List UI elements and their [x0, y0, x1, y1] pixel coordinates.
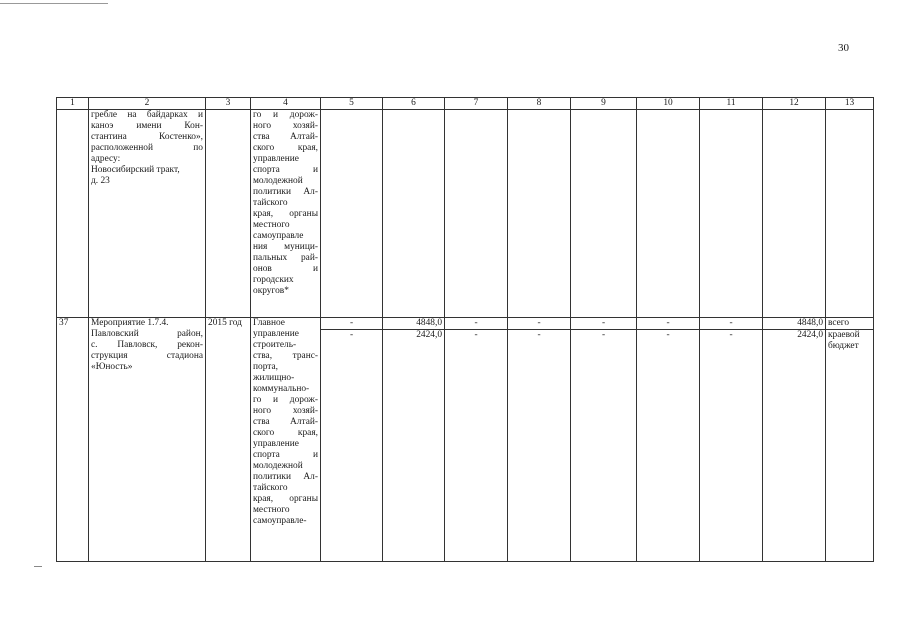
text-line: края, органы — [253, 494, 318, 504]
text-line: пальных рай- — [253, 253, 318, 263]
funding-source-regional: бюджет — [828, 341, 859, 351]
cell-year: 2015 год — [206, 318, 251, 562]
cell-empty — [383, 110, 445, 318]
text-line: с. Павловск, рекон- — [91, 340, 203, 350]
text-line: молодежной — [253, 461, 303, 471]
text-line: го и дорож- — [253, 110, 318, 120]
value-total: - — [601, 318, 606, 328]
text-line: управление — [253, 439, 299, 449]
table-header-row — [57, 98, 874, 110]
margin-mark — [34, 566, 42, 567]
budget-table — [56, 97, 874, 562]
col-header-9: 9 — [571, 98, 637, 110]
col-header-7: 7 — [445, 98, 508, 110]
text-line: ства Алтай- — [253, 132, 318, 142]
text-line: ного хозяй- — [253, 121, 318, 131]
text-line: ского края, — [253, 143, 318, 153]
value-total: - — [666, 318, 670, 328]
cell-col13 — [826, 318, 874, 562]
cell-empty — [826, 110, 874, 318]
text-line: Мероприятие 1.7.4. — [91, 318, 169, 328]
text-line: стантина Костенко», — [91, 132, 203, 142]
text-line: ства Алтай- — [253, 417, 318, 427]
text-line: адресу: — [91, 154, 121, 164]
value-total: 4848,0 — [416, 318, 442, 328]
cell-event-name — [89, 110, 206, 318]
text-line: спорта и — [253, 165, 318, 175]
cell-col9 — [571, 318, 637, 562]
text-line: политики Ал- — [253, 472, 318, 482]
cell-col8 — [508, 318, 571, 562]
cell-col7 — [445, 318, 508, 562]
value-total: - — [349, 318, 354, 328]
col-header-3: 3 — [206, 98, 251, 110]
text-line: «Юность» — [91, 362, 133, 372]
cell-num: 37 — [57, 318, 89, 562]
text-line: онов и — [253, 264, 318, 274]
text-line: ства, транс- — [253, 351, 318, 361]
text-line: ного хозяй- — [253, 406, 318, 416]
col-header-5: 5 — [321, 98, 383, 110]
text-line: края, органы — [253, 209, 318, 219]
value-total: 4848,0 — [797, 318, 823, 328]
text-line: тайского — [253, 483, 288, 493]
col-header-10: 10 — [637, 98, 700, 110]
text-line: управление — [253, 154, 299, 164]
text-line: строитель- — [253, 340, 297, 350]
text-line: молодежной — [253, 176, 303, 186]
cell-empty — [508, 110, 571, 318]
cell-executor — [251, 318, 321, 562]
cell-col10 — [637, 318, 700, 562]
cell-num — [57, 110, 89, 318]
text-line: округов* — [253, 286, 289, 296]
value-regional: - — [637, 329, 699, 341]
text-line: Павловский район, — [91, 329, 203, 339]
text-line: ния муници- — [253, 242, 318, 252]
scan-edge-mark — [0, 0, 108, 4]
col-header-8: 8 — [508, 98, 571, 110]
text-line: местного — [253, 505, 290, 515]
col-header-13: 13 — [826, 98, 874, 110]
value-regional: - — [508, 329, 570, 341]
text-line: порта, — [253, 362, 278, 372]
text-line: расположенной по — [91, 143, 203, 153]
col-header-4: 4 — [251, 98, 321, 110]
table-row-37 — [57, 318, 874, 562]
col-header-11: 11 — [700, 98, 763, 110]
text-line: каноэ имени Кон- — [91, 121, 203, 131]
table-row-continued — [57, 110, 874, 318]
cell-empty — [571, 110, 637, 318]
cell-empty — [445, 110, 508, 318]
text-line: струкция стадиона — [91, 351, 203, 361]
funding-source-total: всего — [828, 318, 850, 328]
value-regional: - — [321, 329, 382, 341]
text-line: самоуправле- — [253, 516, 307, 526]
col-header-6: 6 — [383, 98, 445, 110]
col-header-12: 12 — [763, 98, 826, 110]
cell-col6 — [383, 318, 445, 562]
value-regional: - — [700, 329, 762, 341]
text-line: городских — [253, 275, 294, 285]
text-line: Новосибирский тракт, — [91, 165, 180, 175]
cell-empty — [763, 110, 826, 318]
value-total: - — [537, 318, 541, 328]
text-line: местного — [253, 220, 290, 230]
text-line: ского края, — [253, 428, 318, 438]
text-line: го и дорож- — [253, 395, 318, 405]
col-header-1: 1 — [57, 98, 89, 110]
value-regional: 2424,0 — [383, 329, 444, 341]
text-line: коммунально- — [253, 384, 310, 394]
cell-year — [206, 110, 251, 318]
col-header-2: 2 — [89, 98, 206, 110]
value-total: - — [729, 318, 733, 328]
cell-col12 — [763, 318, 826, 562]
text-line: спорта и — [253, 450, 318, 460]
cell-empty — [637, 110, 700, 318]
cell-empty — [321, 110, 383, 318]
value-regional: - — [571, 329, 636, 341]
page-number: 30 — [838, 42, 849, 54]
text-line: гребле на байдарках и — [91, 110, 203, 120]
funding-source-regional: краевой — [826, 329, 873, 341]
cell-empty — [700, 110, 763, 318]
cell-event-name — [89, 318, 206, 562]
value-regional: - — [445, 329, 507, 341]
text-line: д. 23 — [91, 176, 110, 186]
value-total: - — [474, 318, 478, 328]
cell-col5 — [321, 318, 383, 562]
text-line: Главное — [253, 318, 285, 328]
text-line: самоуправле — [253, 231, 304, 241]
value-regional: 2424,0 — [763, 329, 825, 341]
cell-executor — [251, 110, 321, 318]
text-line: тайского — [253, 198, 288, 208]
text-line: управление — [253, 329, 299, 339]
text-line: жилищно- — [253, 373, 295, 383]
text-line: политики Ал- — [253, 187, 318, 197]
cell-col11 — [700, 318, 763, 562]
